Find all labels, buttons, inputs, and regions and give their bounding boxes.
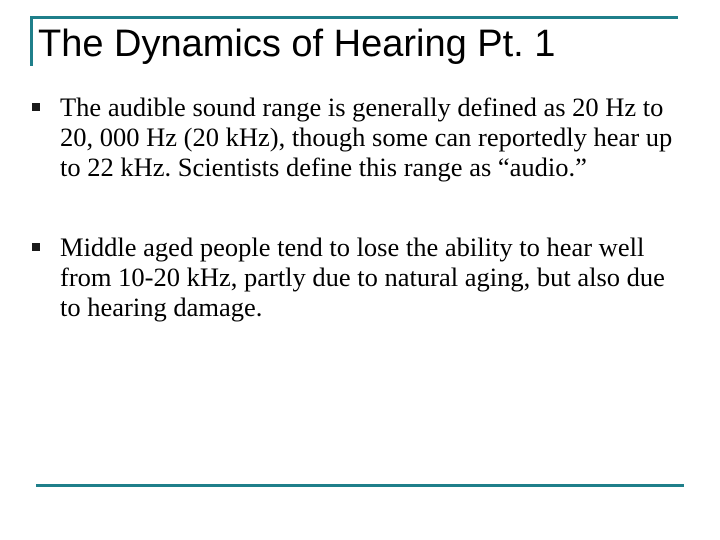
title-left-rule	[30, 16, 33, 66]
bullet-list	[28, 92, 688, 372]
square-bullet-icon	[32, 103, 40, 111]
square-bullet-icon	[32, 243, 40, 251]
bullet-item	[28, 232, 688, 322]
title-top-rule	[30, 16, 678, 19]
bullet-text: The audible sound range is generally defined as 20 Hz to 20, 000 Hz (20 kHz), though some can reportedly hear up to 22 kHz. Scientists define this range as “audio.”	[60, 92, 673, 182]
footer-rule	[36, 484, 684, 487]
slide-title: The Dynamics of Hearing Pt. 1	[38, 23, 556, 65]
bullet-item	[28, 92, 688, 182]
bullet-text: Middle aged people tend to lose the ability to hear well from 10-20 kHz, partly due to natural aging, but also due to hearing damage.	[60, 232, 665, 322]
